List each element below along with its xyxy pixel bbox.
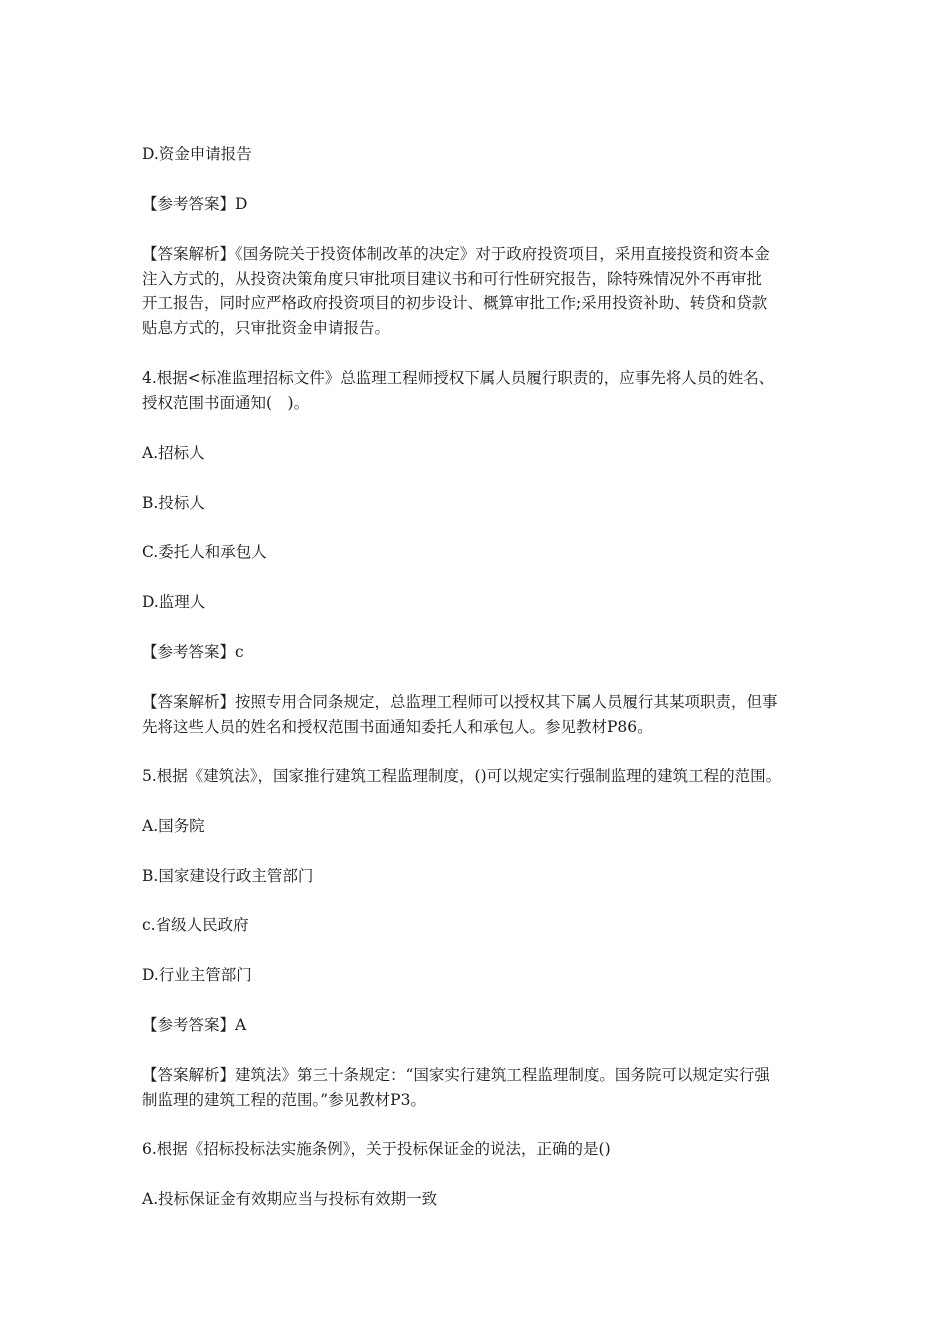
q4-option-a: A.招标人 [142,444,205,462]
q6-option-a: A.投标保证金有效期应当与投标有效期一致 [142,1190,438,1208]
q4-option-d: D.监理人 [142,593,206,611]
q4-analysis-line: 先将这些人员的姓名和授权范围书面通知委托人和承包人。参见教材P86。 [142,717,653,736]
q3-answer: 【参考答案】D [142,195,248,213]
q5-option-b: B.国家建设行政主管部门 [142,867,314,885]
q4-option-c: C.委托人和承包人 [142,543,267,561]
q3-analysis-line: 贴息方式的，只审批资金申请报告。 [142,318,391,337]
q4-answer: 【参考答案】c [142,643,244,661]
q5-option-c: c.省级人民政府 [142,916,249,934]
q3-analysis [142,242,822,340]
q5-option-a: A.国务院 [142,817,205,835]
q4-analysis [142,690,822,739]
q3-analysis-line: 【答案解析】《国务院关于投资体制改革的决定》对于政府投资项目，采用直接投资和资本金 [142,245,770,263]
q5-answer: 【参考答案】A [142,1016,247,1034]
q4-question-line: 4.根据<标准监理招标文件》总监理工程师授权下属人员履行职责的，应事先将人员的姓名、 [142,369,775,387]
q3-option-d: D.资金申请报告 [142,145,252,163]
q5-question: 5.根据《建筑法》，国家推行建筑工程监理制度，()可以规定实行强制监理的建筑工程的范围。 [142,767,782,785]
q5-analysis [142,1063,822,1112]
q5-analysis-line: 制监理的建筑工程的范围。”参见教材P3。 [142,1090,426,1109]
q6-question: 6.根据《招标投标法实施条例》，关于投标保证金的说法，正确的是() [142,1140,611,1158]
q3-analysis-line: 开工报告，同时应严格政府投资项目的初步设计、概算审批工作;采用投资补助、转贷和贷款 [142,294,768,312]
q5-analysis-line: 【答案解析】建筑法》第三十条规定：“国家实行建筑工程监理制度。国务院可以规定实行强 [142,1066,770,1084]
q5-option-d: D.行业主管部门 [142,966,252,984]
q4-question [142,366,822,415]
q3-analysis-line: 注入方式的，从投资决策角度只审批项目建议书和可行性研究报告，除特殊情况外不再审批 [142,269,763,288]
q4-option-b: B.投标人 [142,494,205,512]
q4-question-line: 授权范围书面通知( )。 [142,393,310,412]
q4-analysis-line: 【答案解析】按照专用合同条规定，总监理工程师可以授权其下属人员履行其某项职责，但事 [142,693,778,711]
